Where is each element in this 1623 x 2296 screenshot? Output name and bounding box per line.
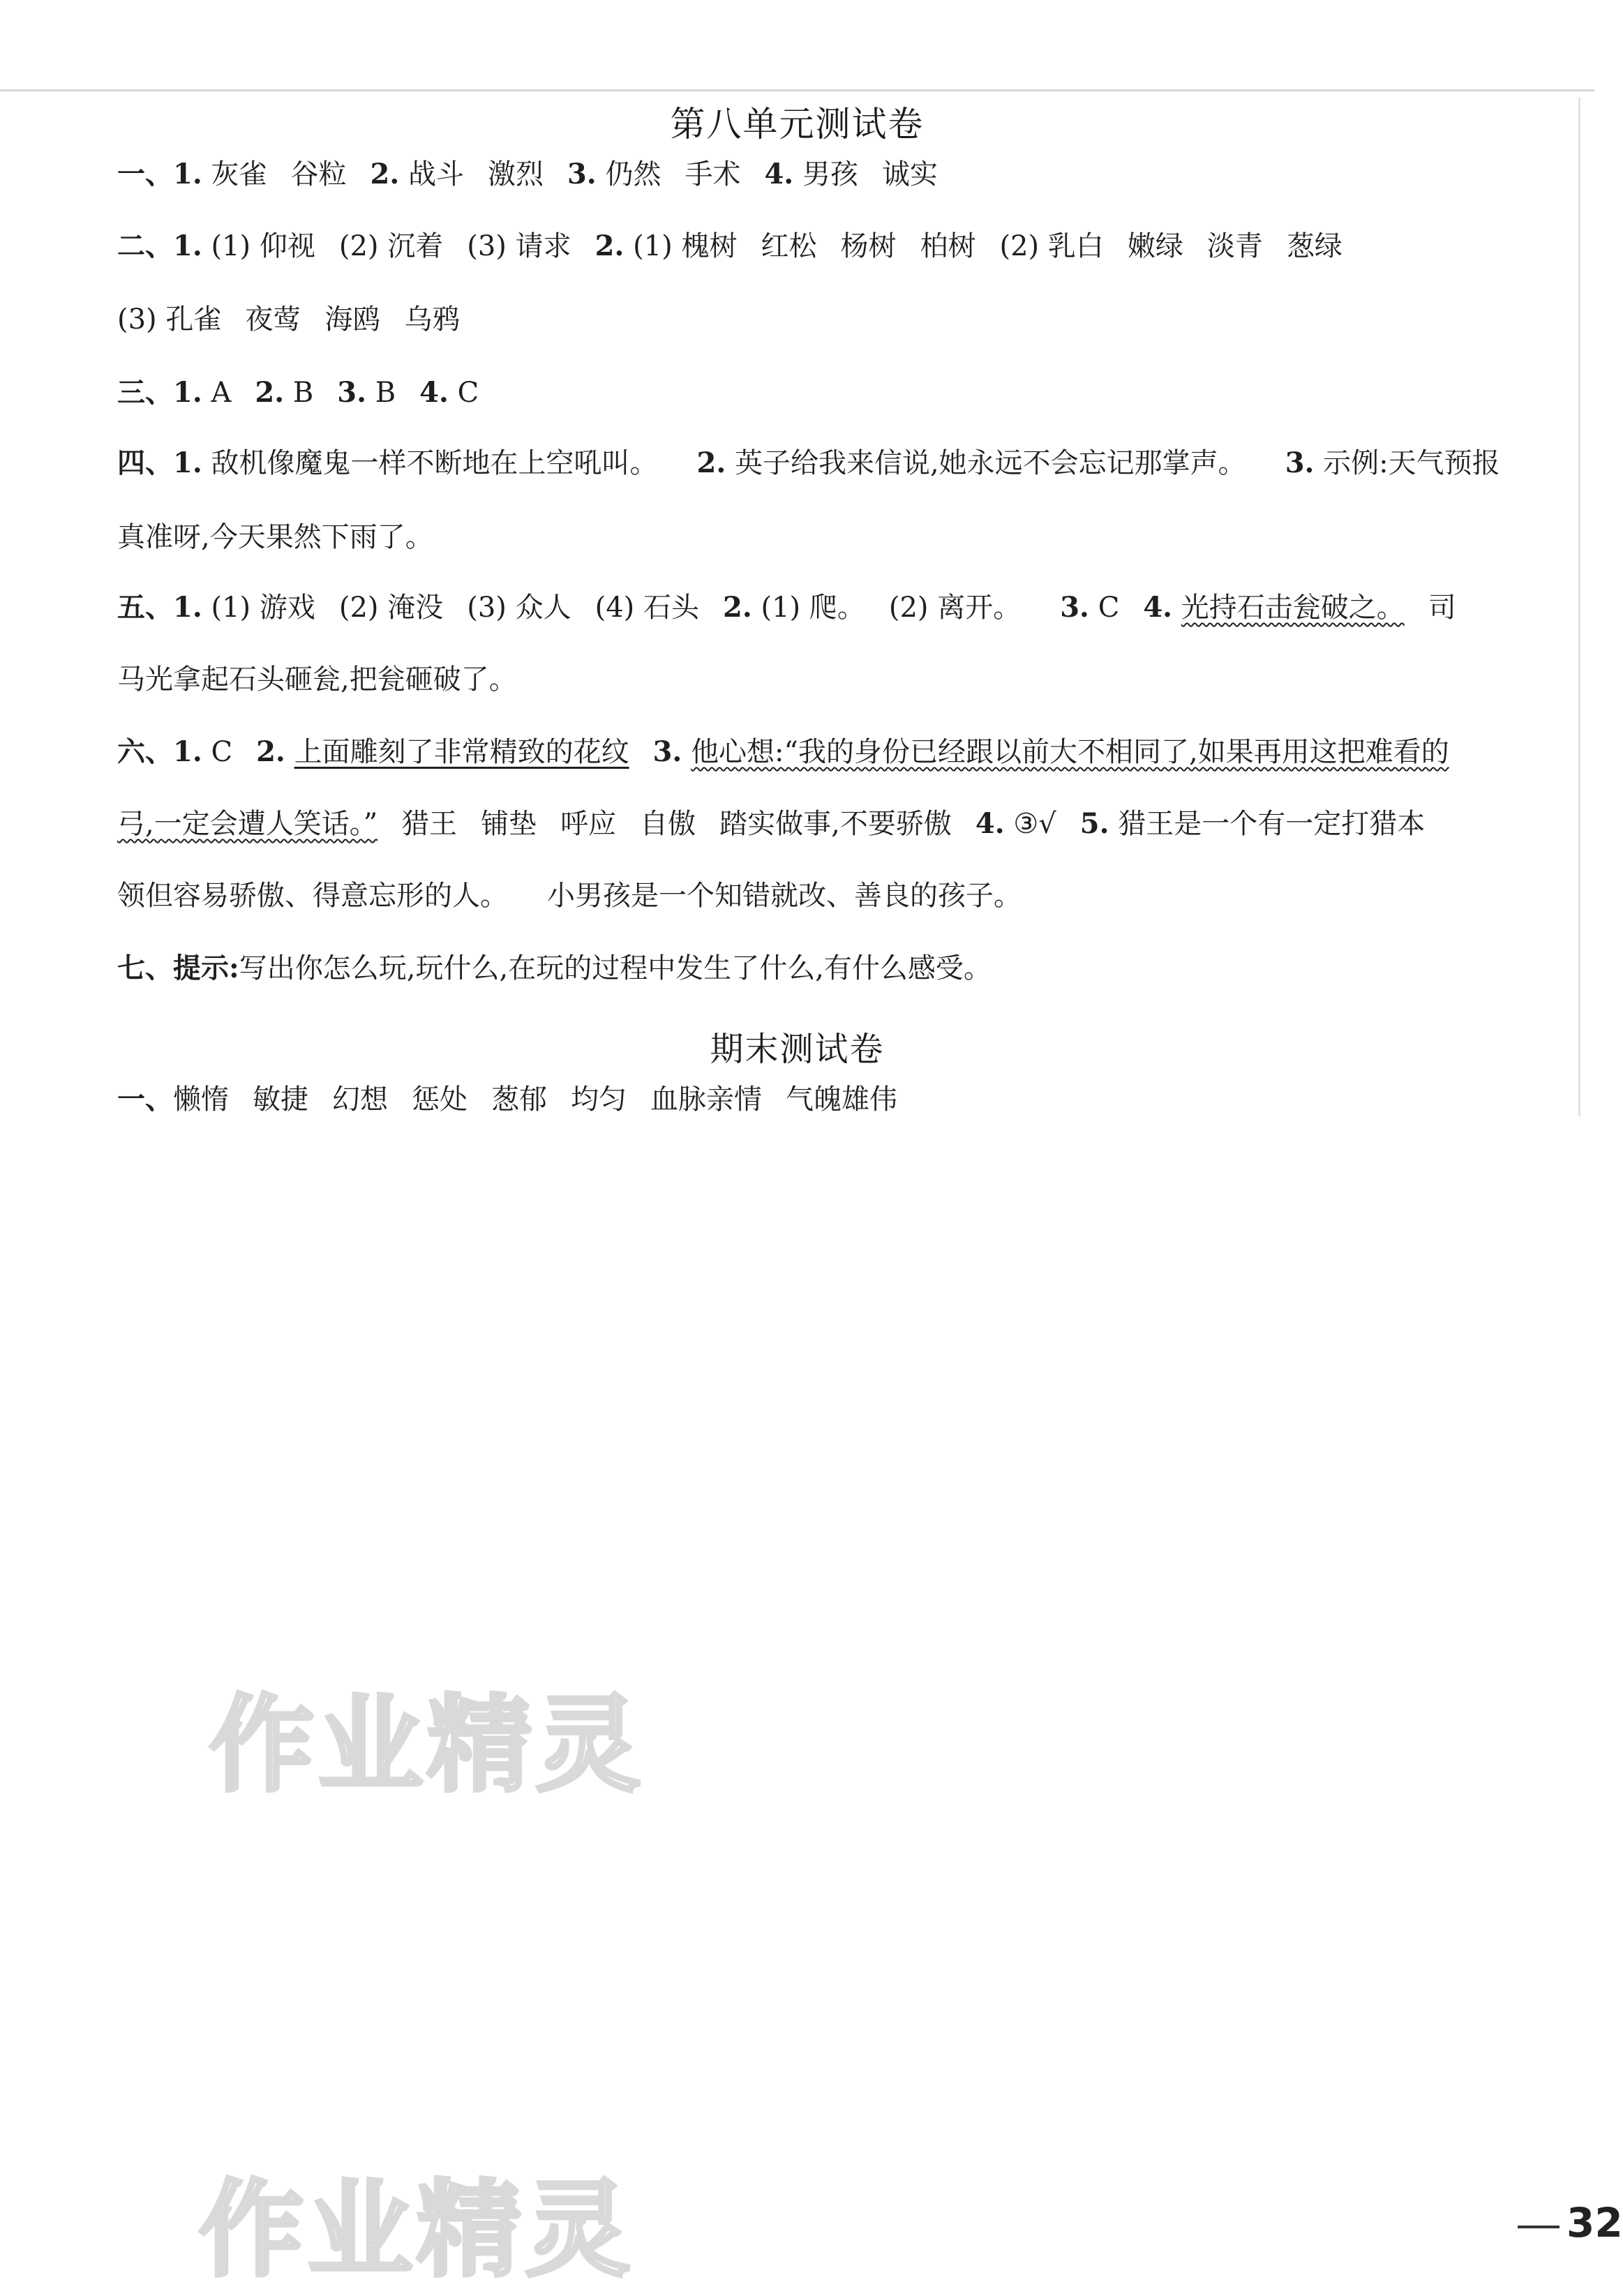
page-number-dash (1518, 2226, 1560, 2228)
classical-sentence: 光持石击瓮破之。 (1181, 592, 1405, 624)
right-margin-line (1578, 98, 1580, 1116)
unit8-q4-cont: 真准呀,今天果然下雨了。 (117, 521, 433, 553)
unit8-q6-cont2: 领但容易骄傲、得意忘形的人。 小男孩是一个知错就改、善良的孩子。 (117, 880, 1022, 912)
unit8-q5-cont: 马光拿起石头砸瓮,把瓮砸破了。 (117, 663, 517, 696)
wavy-underlined-quote: 他心想:“我的身份已经跟以前大不相同了,如果再用这把难看的 (691, 736, 1449, 768)
final-title: 期末测试卷 (710, 1030, 885, 1069)
watermark-upper: 作业精灵 (209, 1685, 645, 1806)
unit8-q7: 七、提示:写出你怎么玩,玩什么,在玩的过程中发生了什么,有什么感受。 (117, 952, 992, 984)
unit8-q5: 五、1. (1) 游戏 (2) 淹没 (3) 众人 (4) 石头 2. (1) 爬。 (2) 离开。 3. C 4. 光持石击瓮破之。 司 (117, 591, 1456, 624)
unit8-q6-cont: 弓,一定会遭人笑话。” 猎王 铺垫 呼应 自傲 踏实做事,不要骄傲 4. ③√ 5. 猎王是一个有一定打猎本 (117, 807, 1426, 840)
underlined-answer: 上面雕刻了非常精致的花纹 (294, 736, 629, 768)
unit8-q2: 二、1. (1) 仰视 (2) 沉着 (3) 请求 2. (1) 槐树 红松 杨树 柏树 (2) 乳白 嫩绿 淡青 葱绿 (117, 230, 1342, 262)
unit8-q3: 三、1. A 2. B 3. B 4. C (117, 376, 479, 409)
unit8-q4: 四、1. 敌机像魔鬼一样不断地在上空吼叫。 2. 英子给我来信说,她永远不会忘记那掌声。 3. 示例:天气预报 (117, 447, 1500, 479)
unit8-q2-cont: (3) 孔雀 夜莺 海鸥 乌鸦 (117, 303, 461, 336)
unit8-q1: 一、1. 灰雀 谷粒 2. 战斗 激烈 3. 仍然 手术 4. 男孩 诚实 (117, 158, 938, 190)
page-number: 32 (1566, 2199, 1623, 2246)
top-divider (0, 89, 1594, 91)
final-q1: 一、懒惰 敏捷 幻想 惩处 葱郁 均匀 血脉亲情 气魄雄伟 (117, 1083, 897, 1116)
unit8-q6: 六、1. C 2. 上面雕刻了非常精致的花纹 3. 他心想:“我的身份已经跟以前大不相同了,如果再用这把难看的 (117, 735, 1449, 768)
unit8-title: 第八单元测试卷 (670, 104, 925, 144)
watermark-lower: 作业精灵 (199, 2170, 635, 2291)
